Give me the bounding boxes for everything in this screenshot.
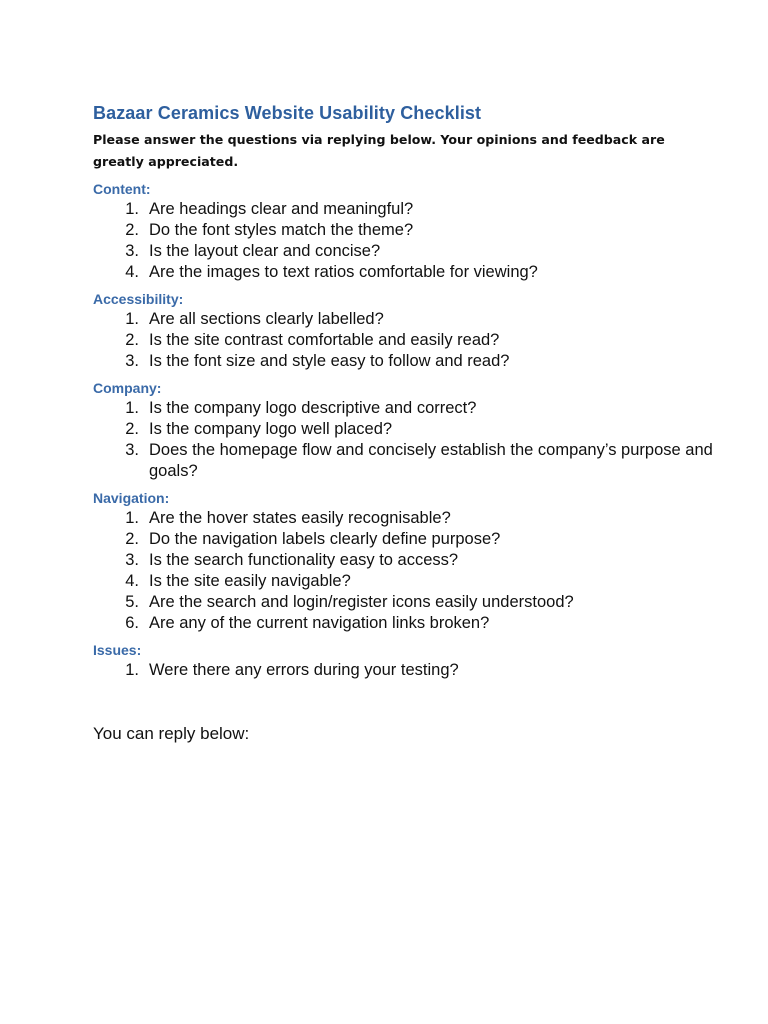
question-item bbox=[93, 440, 713, 482]
question-number: 1. bbox=[125, 399, 139, 417]
question-text: Do the font styles match the theme? bbox=[149, 221, 414, 239]
question-text: Is the font size and style easy to follow and read? bbox=[149, 352, 510, 370]
question-list bbox=[93, 660, 713, 681]
section-heading: Issues: bbox=[93, 642, 142, 658]
question-item bbox=[93, 613, 713, 634]
question-number: 5. bbox=[125, 593, 139, 611]
question-text: Are headings clear and meaningful? bbox=[149, 200, 414, 218]
question-text: Is the site easily navigable? bbox=[149, 572, 351, 590]
question-number: 3. bbox=[125, 551, 139, 569]
section-heading: Company: bbox=[93, 380, 162, 396]
question-text: Do the navigation labels clearly define purpose? bbox=[149, 530, 501, 548]
question-item bbox=[93, 550, 713, 571]
reply-prompt: You can reply below: bbox=[93, 724, 250, 743]
question-item bbox=[93, 571, 713, 592]
question-list bbox=[93, 199, 713, 283]
question-list bbox=[93, 508, 713, 634]
section-heading: Accessibility: bbox=[93, 291, 184, 307]
document-title: Bazaar Ceramics Website Usability Checklist bbox=[93, 103, 482, 123]
question-text: Is the company logo descriptive and correct? bbox=[149, 399, 477, 417]
question-item bbox=[93, 199, 713, 220]
question-item bbox=[93, 508, 713, 529]
question-text: Are all sections clearly labelled? bbox=[149, 310, 384, 328]
question-text: Is the company logo well placed? bbox=[149, 420, 393, 438]
checklist-section bbox=[93, 180, 713, 283]
question-item bbox=[93, 398, 713, 419]
question-item bbox=[93, 309, 713, 330]
question-item bbox=[93, 220, 713, 241]
question-number: 2. bbox=[125, 420, 139, 438]
question-item bbox=[93, 660, 713, 681]
question-number: 6. bbox=[125, 614, 139, 632]
intro-text: Please answer the questions via replying below. Your opinions and feedback are greatly appreciated. bbox=[93, 132, 665, 169]
question-text: Is the layout clear and concise? bbox=[149, 242, 381, 260]
checklist-section bbox=[93, 641, 713, 681]
question-number: 1. bbox=[125, 509, 139, 527]
question-text: Are any of the current navigation links broken? bbox=[149, 614, 490, 632]
question-number: 3. bbox=[125, 441, 139, 459]
question-item bbox=[93, 592, 713, 613]
question-item bbox=[93, 330, 713, 351]
question-text: Are the images to text ratios comfortable for viewing? bbox=[149, 263, 538, 281]
question-item bbox=[93, 241, 713, 262]
question-number: 4. bbox=[125, 572, 139, 590]
checklist-section bbox=[93, 489, 713, 634]
question-number: 3. bbox=[125, 352, 139, 370]
checklist-section bbox=[93, 290, 713, 372]
question-item bbox=[93, 419, 713, 440]
question-number: 1. bbox=[125, 661, 139, 679]
section-heading: Content: bbox=[93, 181, 151, 197]
question-number: 2. bbox=[125, 221, 139, 239]
question-number: 2. bbox=[125, 530, 139, 548]
checklist-section bbox=[93, 379, 713, 482]
question-number: 1. bbox=[125, 200, 139, 218]
question-text: Are the hover states easily recognisable? bbox=[149, 509, 451, 527]
question-number: 2. bbox=[125, 331, 139, 349]
question-text: Is the site contrast comfortable and easily read? bbox=[149, 331, 500, 349]
question-item bbox=[93, 351, 713, 372]
question-list bbox=[93, 309, 713, 372]
question-number: 3. bbox=[125, 242, 139, 260]
question-text: Are the search and login/register icons easily understood? bbox=[149, 593, 574, 611]
question-item bbox=[93, 262, 713, 283]
question-item bbox=[93, 529, 713, 550]
question-list bbox=[93, 398, 713, 482]
section-heading: Navigation: bbox=[93, 490, 170, 506]
document-page bbox=[93, 101, 713, 745]
question-number: 1. bbox=[125, 310, 139, 328]
question-text: Does the homepage flow and concisely establish the company’s purpose and goals? bbox=[149, 441, 713, 480]
question-text: Is the search functionality easy to access? bbox=[149, 551, 459, 569]
question-number: 4. bbox=[125, 263, 139, 281]
question-text: Were there any errors during your testing? bbox=[149, 661, 459, 679]
checklist-sections bbox=[93, 180, 713, 681]
